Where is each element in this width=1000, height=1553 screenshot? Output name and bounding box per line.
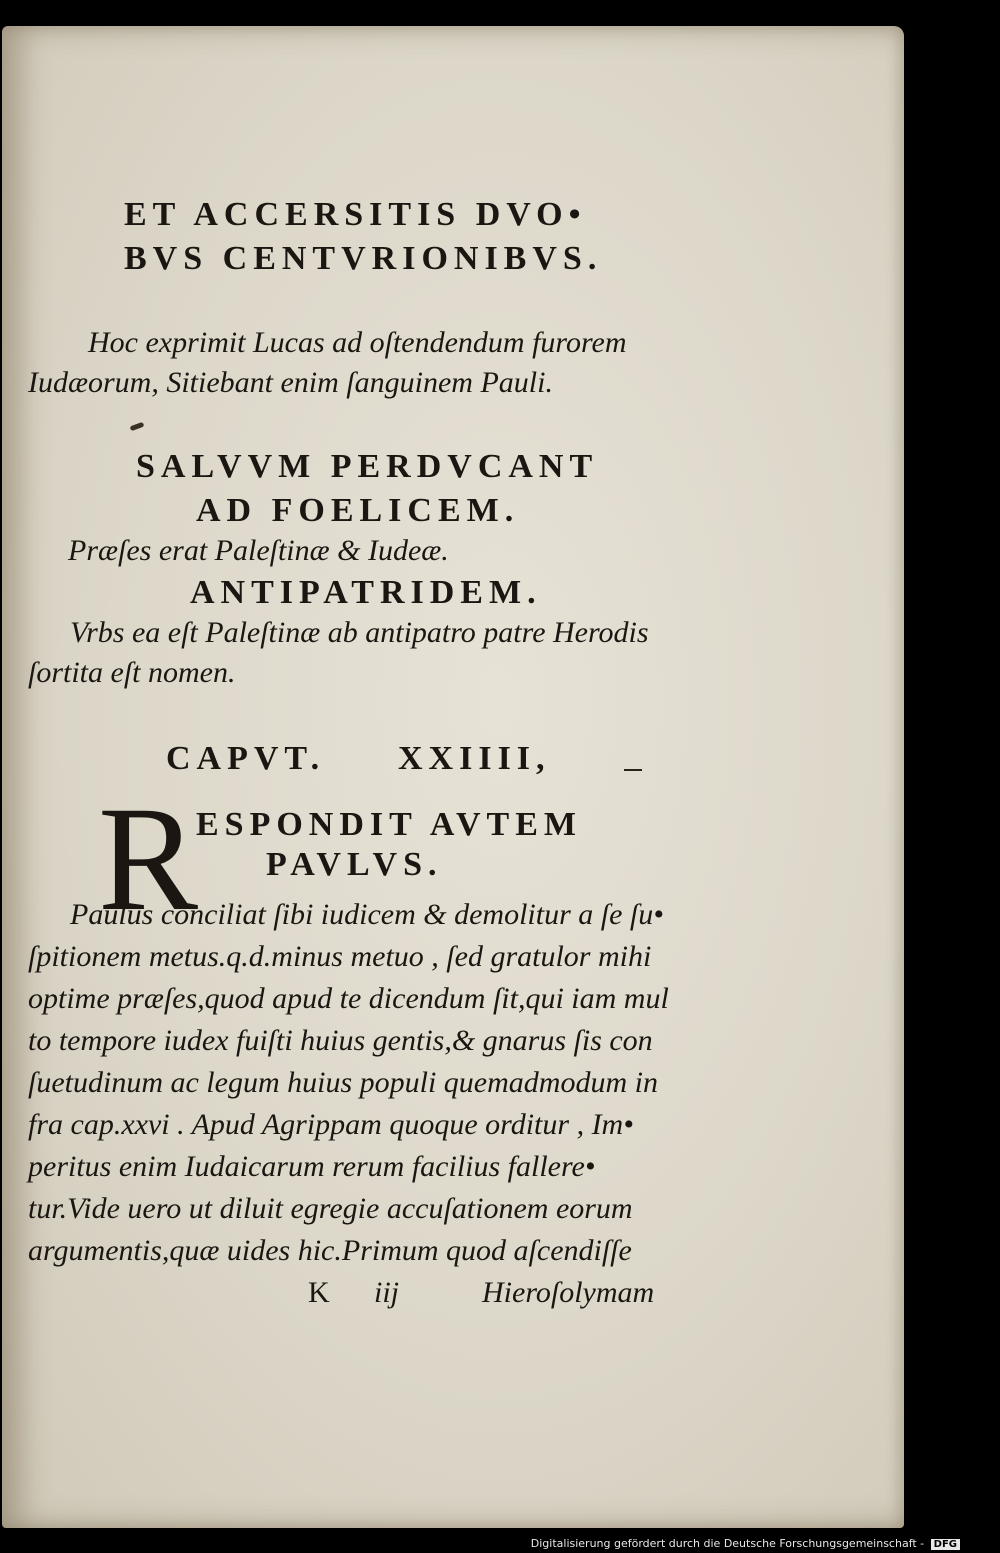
signature-mark: K bbox=[308, 1276, 330, 1309]
dfg-logo-icon: DFG bbox=[931, 1539, 960, 1550]
heading-line: ET ACCERSITIS DVO• bbox=[124, 196, 587, 233]
body-line: argumentis,quæ uides hic.Primum quod aſcendiſſe bbox=[28, 1234, 632, 1267]
body-line: ſuetudinum ac legum huius populi quemadmodum in bbox=[28, 1066, 658, 1099]
body-line: fra cap.xxvi . Apud Agrippam quoque orditur , Im• bbox=[28, 1108, 634, 1141]
funding-credit-text: Digitalisierung gefördert durch die Deutsche Forschungsgemeinschaft - bbox=[530, 1537, 925, 1550]
page-mark bbox=[624, 769, 642, 771]
text-line: Vrbs ea eſt Paleſtinæ ab antipatro patre Herodis bbox=[70, 616, 649, 649]
folio-number: iij bbox=[374, 1276, 400, 1309]
section-heading-line: PAVLVS. bbox=[266, 846, 443, 883]
body-line: optime præſes,quod apud te dicendum ſit,qui iam mul bbox=[28, 982, 669, 1015]
heading-line: ANTIPATRIDEM. bbox=[190, 574, 542, 611]
body-line: peritus enim Iudaicarum rerum facilius fallere• bbox=[28, 1150, 596, 1183]
heading-line: AD FOELICEM. bbox=[196, 492, 520, 529]
text-line: Præſes erat Paleſtinæ & Iudeæ. bbox=[68, 534, 449, 567]
heading-line: BVS CENTVRIONIBVS. bbox=[124, 240, 603, 277]
section-heading-line: ESPONDIT AVTEM bbox=[196, 806, 582, 843]
body-line: Paulus conciliat ſibi iudicem & demolitur a ſe ſu• bbox=[70, 898, 664, 931]
book-page bbox=[2, 26, 904, 1528]
funding-credit bbox=[531, 1537, 960, 1550]
chapter-label: CAPVT. bbox=[166, 740, 326, 777]
body-line: tur.Vide uero ut diluit egregie accuſationem eorum bbox=[28, 1192, 633, 1225]
body-line: ſpitionem metus.q.d.minus metuo , ſed gratulor mihi bbox=[28, 940, 652, 973]
text-line: Iudæorum, Sitiebant enim ſanguinem Pauli. bbox=[28, 366, 553, 399]
heading-line: SALVVM PERDVCANT bbox=[136, 448, 599, 485]
ink-speck bbox=[130, 422, 145, 431]
body-line: to tempore iudex fuiſti huius gentis,& gnarus ſis con bbox=[28, 1024, 653, 1057]
drop-capital: R bbox=[98, 776, 199, 942]
text-line: Hoc exprimit Lucas ad oſtendendum furorem bbox=[88, 326, 627, 359]
chapter-number: XXIIII, bbox=[398, 740, 551, 777]
text-line: ſortita eſt nomen. bbox=[28, 656, 236, 689]
catchword: Hieroſolymam bbox=[482, 1276, 655, 1309]
